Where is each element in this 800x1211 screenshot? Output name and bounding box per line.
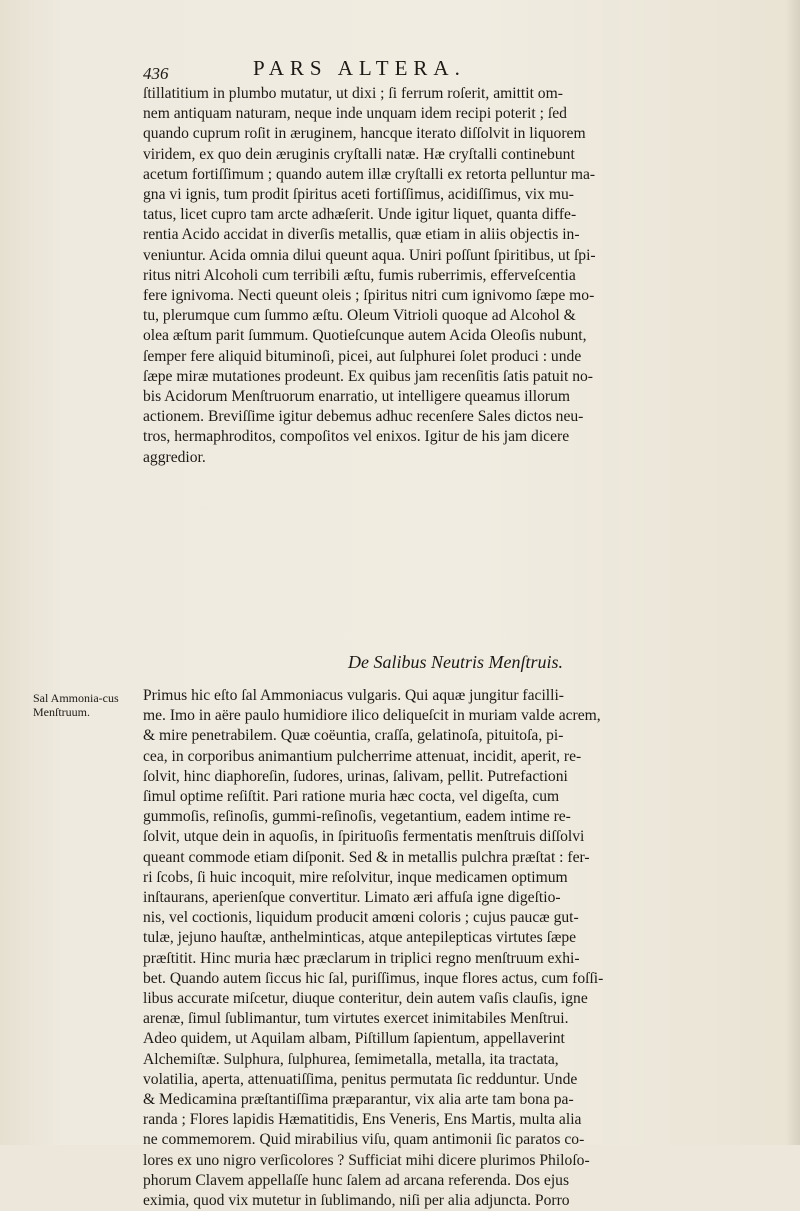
text-line: aggredior.: [143, 448, 206, 466]
text-line: Alchemiſtæ. Sulphura, ſulphurea, ſemimetalla, metalla, ita tractata,: [143, 1050, 559, 1068]
text-line: cea, in corporibus animantium pulcherrime attenuat, incidit, aperit, re-: [143, 747, 582, 765]
text-line: tulæ, jejuno hauſtæ, anthelminticas, atque antepilepticas virtutes ſæpe: [143, 929, 577, 947]
text-line: olea æſtum parit ſummum. Quotieſcunque autem Acida Oleoſis nubunt,: [143, 327, 587, 345]
text-line: actionem. Breviſſime igitur debemus adhuc recenſere Sales dictos neu-: [143, 408, 584, 426]
text-line: rentia Acido accidat in diverſis metallis, quæ etiam in aliis objectis in-: [143, 226, 580, 244]
text-line: Adeo quidem, ut Aquilam albam, Piſtillum ſapientum, appellaverint: [143, 1030, 565, 1048]
text-line: quando cuprum roſit in æruginem, hancque iterato diſſolvit in liquorem: [143, 125, 586, 143]
text-line: gna vi ignis, tum prodit ſpiritus aceti fortiſſimus, acidiſſimus, vix mu-: [143, 186, 574, 204]
text-line: præſtitit. Hinc muria hæc præclarum in triplici regno menſtruum exhi-: [143, 949, 580, 967]
text-line: ſimul optime reſiſtit. Pari ratione muria hæc cocta, vel digeſta, cum: [143, 788, 560, 806]
margin-note: Sal Ammonia-cus Menſtruum.: [33, 691, 119, 719]
text-line: nem antiquam naturam, neque inde unquam idem recipi poterit ; ſed: [143, 105, 567, 123]
running-head: PARS ALTERA.: [253, 56, 466, 80]
text-line: & mire penetrabilem. Quæ coëuntia, craſſa, gelatinoſa, pituitoſa, pi-: [143, 727, 564, 745]
text-line: lores ex uno nigro verſicolores ? Sufficiat mihi dicere plurimos Philoſo-: [143, 1151, 590, 1169]
text-line: tatus, licet cupro tam arcte adhæſerit. Unde igitur liquet, quanta diffe-: [143, 206, 577, 224]
text-line: ſolvit, utque dein in aquoſis, in ſpirituoſis fermentatis menſtruis diſſolvi: [143, 828, 585, 846]
text-line: veniuntur. Acida omnia dilui queunt aqua. Uniri poſſunt ſpiritibus, ut ſpi-: [143, 246, 596, 264]
text-line: ſtillatitium in plumbo mutatur, ut dixi ; ſi ferrum roſerit, amittit om-: [143, 85, 563, 102]
text-line: inſtaurans, aperienſque convertitur. Limato æri affuſa igne digeſtio-: [143, 889, 561, 907]
text-line: randa ; Flores lapidis Hæmatitidis, Ens Veneris, Ens Martis, multa alia: [143, 1111, 582, 1129]
text-line: ſolvit, hinc diaphoreſin, ſudores, urinas, ſalivam, pellit. Putrefactioni: [143, 767, 568, 785]
page-number: 436: [143, 64, 169, 83]
text-line: arenæ, ſimul ſublimantur, tum virtutes exercet inimitabiles Menſtrui.: [143, 1010, 569, 1028]
text-line: ne commemorem. Quid mirabilius viſu, quam antimonii ſic paratos co-: [143, 1131, 585, 1149]
paragraph-sal-ammoniacus: [143, 686, 768, 1211]
text-line: tros, hermaphroditos, compoſitos vel enixos. Igitur de his jam dicere: [143, 428, 570, 446]
text-line: ſemper fere aliquid bituminoſi, picei, aut ſulphurei ſolet produci : unde: [143, 347, 582, 365]
text-line: bis Acidorum Menſtruorum enarratio, ut intelligere queamus illorum: [143, 388, 571, 406]
text-line: viridem, ex quo dein æruginis cryſtalli natæ. Hæ cryſtalli continebunt: [143, 145, 575, 163]
text-line: Primus hic eſto ſal Ammoniacus vulgaris. Qui aquæ jungitur facilli-: [143, 687, 564, 704]
text-line: tu, plerumque cum ſummo æſtu. Oleum Vitrioli quoque ad Alcohol &: [143, 307, 576, 325]
text-line: ri ſcobs, ſi huic incoquit, mire reſolvitur, inque medicamen optimum: [143, 868, 568, 886]
text-line: bet. Quando autem ſiccus hic ſal, puriſſimus, inque flores actus, cum foſſi-: [143, 969, 604, 987]
text-line: me. Imo in aëre paulo humidiore ilico deliqueſcit in muriam valde acrem,: [143, 707, 601, 725]
page-edge-shadow: [786, 0, 800, 1145]
page-header: [143, 56, 783, 82]
text-line: libus accurate miſcetur, diuque conteritur, dein autem vaſis clauſis, igne: [143, 990, 588, 1008]
paragraph-acids: [143, 84, 768, 468]
text-line: phorum Clavem appellaſſe hunc ſalem ad arcana referenda. Dos ejus: [143, 1171, 570, 1189]
text-line: eximia, quod vix mutetur in ſublimando, niſi per alia adjuncta. Porro: [143, 1192, 570, 1210]
text-line: ritus nitri Alcoholi cum terribili æſtu, fumis ruberrimis, efferveſcentia: [143, 266, 576, 284]
text-line: gummoſis, reſinoſis, gummi-reſinoſis, vegetantium, eadem intime re-: [143, 808, 571, 826]
section-heading: De Salibus Neutris Menſtruis.: [348, 652, 563, 672]
text-line: ſæpe miræ mutationes prodeunt. Ex quibus jam recenſitis ſatis patuit no-: [143, 367, 593, 385]
text-line: acetum fortiſſimum ; quando autem illæ cryſtalli ex retorta pelluntur ma-: [143, 165, 596, 183]
text-line: volatilia, aperta, attenuatiſſima, penitus permutata ſic redduntur. Unde: [143, 1070, 578, 1088]
text-line: nis, vel coctionis, liquidum producit amœni coloris ; cujus paucæ gut-: [143, 909, 579, 927]
text-line: & Medicamina præſtantiſſima præparantur, vix alia arte tam bona pa-: [143, 1091, 574, 1109]
text-line: fere ignivoma. Necti queunt oleis ; ſpiritus nitri cum ignivomo ſæpe mo-: [143, 287, 595, 305]
text-line: queant commode etiam diſponit. Sed & in metallis pulchra præſtat : fer-: [143, 848, 590, 866]
